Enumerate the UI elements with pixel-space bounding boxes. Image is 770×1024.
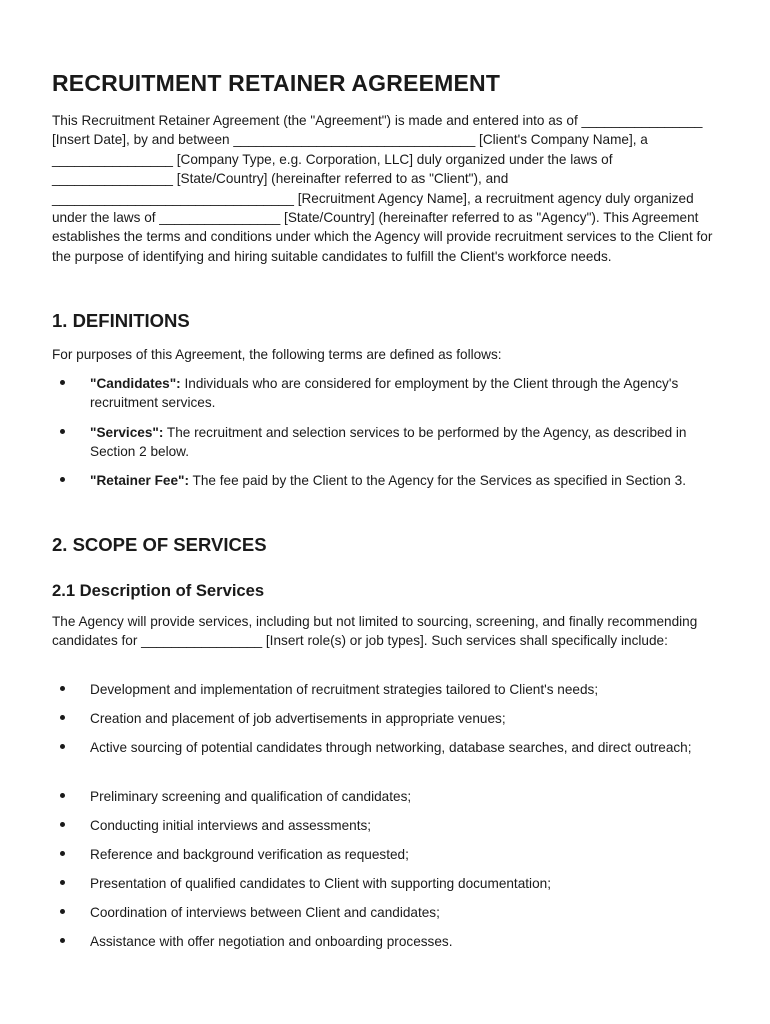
- service-item: Development and implementation of recruitment strategies tailored to Client's needs;: [52, 680, 720, 699]
- definition-term: "Candidates":: [90, 376, 181, 391]
- definition-text: The fee paid by the Client to the Agency for the Services as specified in Section 3.: [189, 473, 686, 488]
- bullet-icon: [60, 429, 65, 434]
- definition-item: [52, 423, 720, 462]
- definition-text: The recruitment and selection services to be performed by the Agency, as described in Section 2 below.: [90, 425, 687, 460]
- bullet-icon: [60, 851, 65, 856]
- intro-paragraph: This Recruitment Retainer Agreement (the "Agreement") is made and entered into as of ________________ [Insert Date], by and between ________________________________ [Client's Company Name], a ________________ [Company Type, e.g. Corporation, LLC] duly organized under the laws of ________________ [State/Country] (hereinafter referred to as "Client"), and ________________________________ [Recruitment Agency Name], a recruitment agency duly organized under the laws of ________________ [State/Country] (hereinafter referred to as "Agency"). This Agreement establishes the terms and conditions under which the Agency will provide recruitment services to the Client for the purpose of identifying and hiring suitable candidates to fulfill the Client's workforce needs.: [52, 113, 713, 264]
- definitions-lead: For purposes of this Agreement, the following terms are defined as follows:: [52, 347, 502, 362]
- bullet-icon: [60, 744, 65, 749]
- service-item: Conducting initial interviews and assessments;: [52, 816, 720, 835]
- definition-item: [52, 374, 720, 413]
- definition-term: "Retainer Fee":: [90, 473, 190, 488]
- scope-lead: The Agency will provide services, including but not limited to sourcing, screening, and finally recommending candidates for ________________ [Insert role(s) or job types]. Such services shall specifically include:: [52, 614, 698, 649]
- bullet-icon: [60, 686, 65, 691]
- scope-subheading: 2.1 Description of Services: [52, 581, 265, 600]
- scope-heading: 2. SCOPE OF SERVICES: [52, 534, 267, 555]
- bullet-icon: [60, 477, 65, 482]
- definition-text: Individuals who are considered for employment by the Client through the Agency's recruitment services.: [90, 376, 679, 411]
- definitions-heading: 1. DEFINITIONS: [52, 310, 190, 331]
- definition-term: "Services":: [90, 425, 164, 440]
- bullet-icon: [60, 380, 65, 385]
- service-item: Preliminary screening and qualification of candidates;: [52, 787, 720, 806]
- bullet-icon: [60, 715, 65, 720]
- document-title: RECRUITMENT RETAINER AGREEMENT: [52, 70, 501, 96]
- bullet-icon: [60, 880, 65, 885]
- bullet-icon: [60, 909, 65, 914]
- service-item: Presentation of qualified candidates to Client with supporting documentation;: [52, 874, 720, 893]
- bullet-icon: [60, 938, 65, 943]
- bullet-icon: [60, 793, 65, 798]
- definition-item: [52, 471, 720, 490]
- service-item: Reference and background verification as requested;: [52, 845, 720, 864]
- service-item: Creation and placement of job advertisements in appropriate venues;: [52, 709, 720, 728]
- service-item: Coordination of interviews between Client and candidates;: [52, 903, 720, 922]
- service-item: Active sourcing of potential candidates through networking, database searches, and direct outreach;: [52, 738, 720, 757]
- bullet-icon: [60, 822, 65, 827]
- service-item: Assistance with offer negotiation and onboarding processes.: [52, 932, 720, 951]
